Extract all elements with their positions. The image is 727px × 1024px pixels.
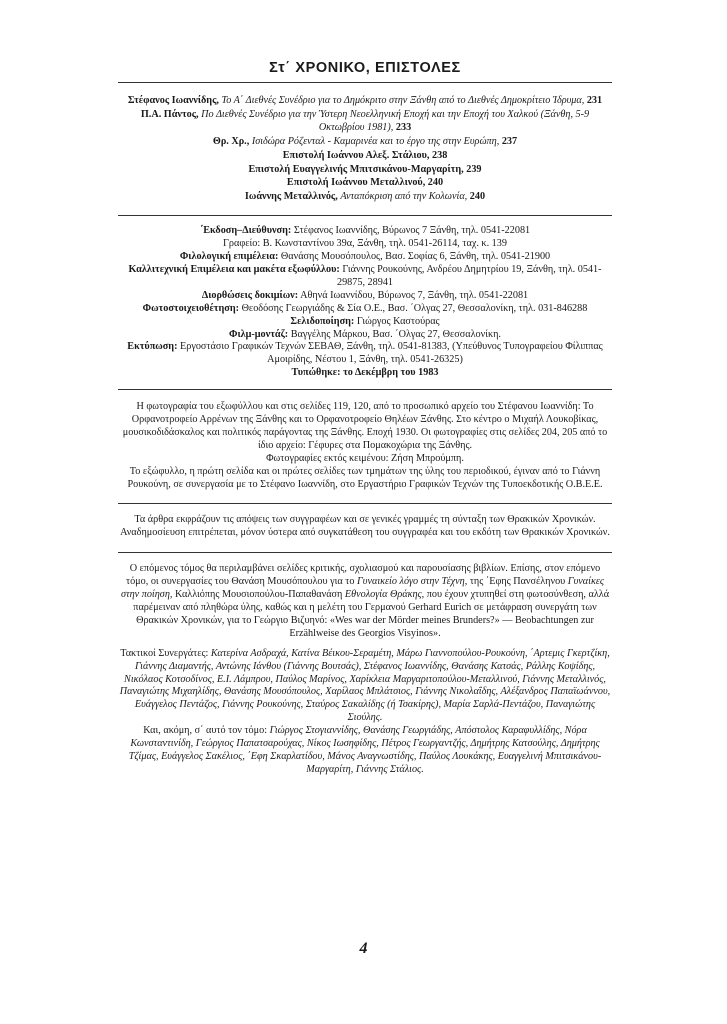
imprint-line: Διορθώσεις δοκιμίων: Αθηνά Ιωαννίδου, Βύρωνος 7, Ξάνθη, τηλ. 0541-22081 <box>201 289 529 301</box>
contents-entry: Π.Α. Πάντος, Πο Διεθνές Συνέδριο για την Ύστερη Νεοελληνική Εποχή και την Εποχή του Χαλκού (Ξάνθη, 5-9 Οκτωβρίου 1981), 233 <box>140 108 590 133</box>
photo-credits <box>118 390 612 503</box>
printed-date: Τυπώθηκε: το Δεκέμβρη του 1983 <box>291 367 439 379</box>
imprint-block <box>118 216 612 389</box>
photo-credit-text: Φωτογραφίες εκτός κειμένου: Ζήση Μπρούμπη. <box>266 452 464 464</box>
contents-entry: Επιστολή Ευαγγελινής Μπιτσικάνου-Μαργαρίτη, 239 <box>248 163 482 175</box>
page-body <box>118 52 612 777</box>
contents-entry: Θρ. Χρ., Ισιδώρα Ρόζενταλ - Καμαρινέα και το έργο της στην Ευρώπη, 237 <box>212 135 518 147</box>
imprint-line: Φιλμ-μοντάζ: Βαγγέλης Μάρκου, Βασ. ΄Ολγας 27, Θεσσαλονίκη. <box>229 328 501 340</box>
contributors-list: Τακτικοί Συνεργάτες: Κατερίνα Ασδραχά, Κατίνα Βέικου-Σεραμέτη, Μάρω Γιαννοπούλου-Ρουκούνη, ΄Αρτεμις Γκερτζίκη, Γιάννης Διαμαντής, Αντώνης Ιάνθου (Γιάννης Βουτσάς), Στέφανος Ιωαννίδης, Θανάσης Κατσάς, Ράλλης Κοψίδης, Νικόλαος Κοτσοδίνος, Ε.Ι. Λάμπρου, Παύλος Μαρίνος, Χαρίκλεια Μαργαριτοπούλου-Μεταλλινού, Γιάννης Μεταλλινός, Παναγιώτης Μιχαηλίδης, Θανάσης Μουσόπουλος, Χαρίλαος Μπλάτσιος, Γιάννης Νικολαΐδης, Αλέξανδρος Παπαϊωάννου, Ευάγγελος Πεντάζος, Γιάννης Ρουκούνης, Σταύρος Σακαλίδης (ή Τσακίρης), Μαρία Σαρλά-Πεντάζου, Παναγιώτης Σιούλης. <box>119 647 611 724</box>
contents-entry: Επιστολή Ιωάννου Αλεξ. Στάλιου, 238 <box>282 149 448 161</box>
contents-entry: Ιωάννης Μεταλλινός, Ανταπόκριση από την Κολωνία, 240 <box>244 191 486 203</box>
contents-entry: Στέφανος Ιωαννίδης, Το Α΄ Διεθνές Συνέδριο για το Δημόκριτο στην Ξάνθη από το Διεθνές Δημοκρίτειο Ίδρυμα, 231 <box>127 95 603 106</box>
imprint-line: Καλλιτεχνική Επιμέλεια και μακέτα εξωφύλλου: Γιάννης Ρουκούνης, Ανδρέου Δημητρίου 19, Ξάνθη, τηλ. 0541-29875, 28941 <box>128 263 602 288</box>
imprint-line: Φιλολογική επιμέλεια: Θανάσης Μουσόπουλος, Βασ. Σοφίας 6, Ξάνθη, τηλ. 0541-21900 <box>179 251 551 263</box>
page-number: 4 <box>359 940 368 957</box>
disclaimer <box>118 504 612 552</box>
imprint-line: ΄Εκδοση–Διεύθυνση: Στέφανος Ιωαννίδης, Βύρωνος 7 Ξάνθη, τηλ. 0541-22081 <box>199 225 531 237</box>
contents-entry: Επιστολή Ιωάννου Μεταλλινού, 240 <box>286 177 444 189</box>
next-issue-note <box>118 553 612 777</box>
imprint-line: Φωτοστοιχειοθέτηση: Θεοδόσης Γεωργιάδης & Σία Ο.Ε., Βασ. ΄Ολγας 27, Θεσσαλονίκη, τηλ. 031-846288 <box>142 302 588 314</box>
section-title: Στ΄ ΧΡΟΝΙΚΟ, ΕΠΙΣΤΟΛΕΣ <box>269 60 461 76</box>
next-issue-text: Ο επόμενος τόμος θα περιλαμβάνει σελίδες κριτικής, σχολιασμού και παρουσίασης βιβλίων. Επίσης, στον επόμενο τόμο, οι συνεργασίες του Θανάση Μουσόπουλου για το Γυναικείο λόγο στην Τέχνη, της ΄Εφης Πανσέληνου Γυναίκες στην ποίηση, Καλλιόπης Μουσιοπούλου-Παπαθανάση Εθνολογία Θράκης, που έχουν χτυπηθεί στη φωτοσύνθεση, αλλά παρέμειναν από πληθώρα ύλης, καθώς και η μελέτη του Γερμανού Gerhard Eurich σε μετάφραση συνεργάτη των Θρακικών Χρονικών, για το Γεώργιο Βιζυηνό: «Wes war der Mörder meines Brunders?» — Beobachtungen zur Erzählweise des Georgios Visyinos». <box>120 563 610 639</box>
also-in-volume: Και, ακόμη, σ΄ αυτό τον τόμο: Γιώργος Στογιαννίδης, Θανάσης Γεωργιάδης, Απόστολος Καραφυλλίδης, Νόρα Κωνσταντινίδη, Γεώργιος Παπατσαρούχας, Νίκος Ιωσηφίδης, Πέτρος Γεωργαντζής, Δημήτρης Κατσούλης, Δημήτρης Τζίμας, Ευάγγελος Σακέλιος, ΄Εφη Σκαρλατίδου, Μάνος Αναγνωστίδης, Παύλος Λουκάκης, Ευαγγελινή Μπιτσικάνου-Μαργαρίτη, Γιάννης Στάλιος. <box>128 725 602 775</box>
photo-credit-text: Η φωτογραφία του εξωφύλλου και στις σελίδες 119, 120, από το προσωπικό αρχείο του Στέφανου Ιωαννίδη: Το Ορφανοτροφείο Αρρένων της Ξάνθης και το Ορφανοτροφείο Θηλέων Ξάνθης. Στο κέντρο ο Μιχαήλ Λουκοβίκας, μουσικοδιδάσκαλος και πολιτικός παράγοντας της Ξάνθης. Εποχή 1930. Οι φωτογραφίες στις σελίδες 204, 205 από το ίδιο αρχείο: Γέφυρες στα Πομακοχώρια της Ξάνθης. <box>122 401 608 451</box>
contents-list <box>118 83 612 215</box>
imprint-line: Σελιδοποίηση: Γιώργος Καστούρας <box>290 315 440 327</box>
imprint-line: Γραφείο: Β. Κωνσταντίνου 39α, Ξάνθη, τηλ. 0541-26114, ταχ. κ. 139 <box>223 238 507 250</box>
photo-credit-text: Το εξώφυλλο, η πρώτη σελίδα και οι πρώτες σελίδες των τμημάτων της ύλης του περιοδικού, έγιναν από το Γιάννη Ρουκούνη, σε συνεργασία με το Στέφανο Ιωαννίδη, στο Εργαστήριο Γραφικών Τεχνών της Τυποεκδοτικής Ο.Β.Ε.Ε. <box>127 465 603 490</box>
imprint-line: Εκτύπωση: Εργοστάσιο Γραφικών Τεχνών ΣΕΒΑΘ, Ξάνθη, τηλ. 0541-81383, (Υπεύθυνος Τυπογραφείου Φίλιππας Αμοιρίδης, Νέστου 1, Ξάνθη, τηλ. 0541-26325) <box>127 341 603 366</box>
disclaimer-text: Τα άρθρα εκφράζουν τις απόψεις των συγγραφέων και σε γενικές γραμμές τη σύνταξη των Θρακικών Χρονικών. Αναδημοσίευση επιτρέπεται, μόνον ύστερα από συγκατάθεση του συγγραφέα και του εκδότη των Θρακικών Χρονικών. <box>120 514 610 539</box>
